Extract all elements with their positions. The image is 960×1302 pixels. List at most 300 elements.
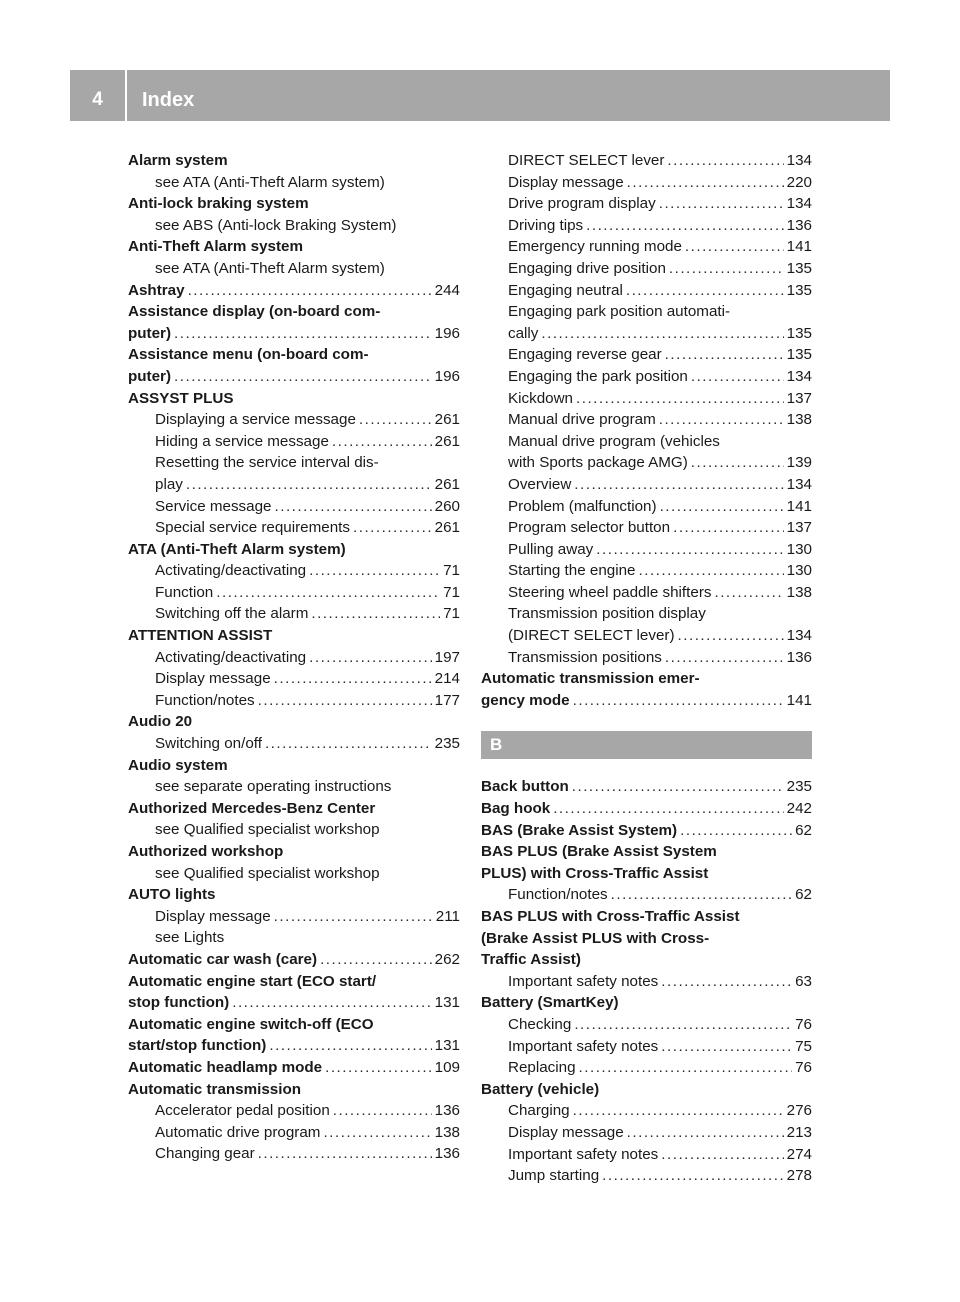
page-ref: 62 — [795, 886, 812, 904]
index-entry — [128, 150, 460, 172]
index-subentry — [481, 474, 812, 496]
dot-leader — [574, 1014, 792, 1036]
dot-leader — [174, 323, 432, 345]
dot-leader — [669, 258, 784, 280]
index-subentry — [128, 409, 460, 431]
dot-leader — [661, 971, 792, 993]
entry-text: Display message — [155, 670, 271, 688]
index-subentry — [481, 193, 812, 215]
index-subentry — [128, 1143, 460, 1165]
index-entry — [481, 992, 812, 1014]
index-subentry — [481, 884, 812, 906]
left-entries — [128, 150, 460, 1165]
entry-text: Starting the engine — [508, 562, 636, 580]
dot-leader — [309, 560, 440, 582]
dot-leader — [626, 280, 784, 302]
page-ref: 135 — [786, 259, 812, 277]
page-ref: 261 — [434, 475, 460, 493]
dot-leader — [320, 949, 432, 971]
index-subentry — [481, 258, 812, 280]
page-ref: 260 — [434, 497, 460, 515]
index-entry — [128, 344, 460, 366]
page-ref: 62 — [795, 821, 812, 839]
page-ref: 137 — [786, 389, 812, 407]
index-entry — [128, 193, 460, 215]
entry-text: Anti-lock braking system — [128, 195, 309, 213]
index-entry — [128, 798, 460, 820]
dot-leader — [680, 820, 792, 842]
entry-text: see Qualified specialist workshop — [155, 821, 380, 839]
dot-leader — [541, 323, 783, 345]
dot-leader — [309, 647, 432, 669]
index-subentry — [481, 517, 812, 539]
index-entry — [128, 1014, 460, 1036]
entry-text: Program selector button — [508, 519, 671, 537]
index-subentry — [481, 1014, 812, 1036]
index-entry — [128, 625, 460, 647]
index-subentry — [481, 647, 812, 669]
dot-leader — [269, 1035, 431, 1057]
page-ref: 136 — [434, 1145, 460, 1163]
entry-text: Engaging drive position — [508, 259, 666, 277]
dot-leader — [586, 215, 784, 237]
page-ref: 261 — [434, 519, 460, 537]
index-subentry — [481, 582, 812, 604]
index-subentry — [128, 582, 460, 604]
entry-text: see separate operating instructions — [155, 778, 392, 796]
index-entry — [481, 820, 812, 842]
dot-leader — [678, 625, 784, 647]
entry-text: Switching on/off — [155, 735, 262, 753]
index-subentry — [481, 172, 812, 194]
entry-text: Transmission position display — [508, 605, 706, 623]
index-subentry — [128, 258, 460, 280]
entry-text: see ATA (Anti-Theft Alarm system) — [155, 173, 385, 191]
index-subentry — [128, 603, 460, 625]
index-subentry — [128, 690, 460, 712]
index-subentry — [481, 388, 812, 410]
index-entry — [128, 1035, 460, 1057]
page-ref: 141 — [786, 497, 812, 515]
dot-leader — [576, 388, 784, 410]
index-subentry — [128, 172, 460, 194]
index-entry — [128, 1057, 460, 1079]
index-entry — [128, 280, 460, 302]
page-ref: 134 — [786, 152, 812, 169]
page-ref: 135 — [786, 281, 812, 299]
page-ref: 134 — [786, 475, 812, 493]
dot-leader — [661, 1036, 792, 1058]
index-subentry — [481, 452, 812, 474]
index-entry — [481, 949, 812, 971]
entry-text: Displaying a service message — [155, 411, 356, 429]
page-ref: 262 — [434, 950, 460, 968]
entry-text: Assistance menu (on-board com- — [128, 346, 369, 364]
index-entry — [128, 301, 460, 323]
index-entry — [128, 755, 460, 777]
entry-text: BAS PLUS with Cross-Traffic Assist — [481, 908, 740, 925]
index-entry — [128, 992, 460, 1014]
entry-text: Overview — [508, 475, 572, 493]
entry-text: Automatic transmission emer- — [481, 670, 700, 688]
dot-leader — [174, 366, 432, 388]
page-ref: 138 — [434, 1123, 460, 1141]
page-ref: 138 — [786, 583, 812, 601]
page-ref: 134 — [786, 367, 812, 385]
index-entry — [481, 776, 812, 798]
entry-text: Engaging the park position — [508, 367, 688, 385]
entry-text: Pulling away — [508, 540, 594, 558]
entry-text: Changing gear — [155, 1145, 255, 1163]
entry-text: Automatic drive program — [155, 1123, 321, 1141]
index-subentry — [481, 1057, 812, 1079]
entry-text: puter) — [128, 367, 172, 385]
entry-text: Engaging neutral — [508, 281, 623, 299]
index-subentry — [481, 603, 812, 625]
index-subentry — [481, 1100, 812, 1122]
index-subentry — [481, 1122, 812, 1144]
entry-text: Authorized workshop — [128, 843, 284, 860]
section-title: Index — [142, 89, 195, 111]
entry-text: Automatic engine switch-off (ECO — [128, 1015, 374, 1033]
dot-leader — [627, 172, 784, 194]
entry-text: start/stop function) — [128, 1037, 267, 1055]
dot-leader — [691, 452, 784, 474]
entry-text: Activating/deactivating — [155, 648, 307, 666]
index-entry — [128, 236, 460, 258]
dot-leader — [661, 1144, 783, 1166]
page-ref: 244 — [434, 281, 460, 299]
page-ref: 196 — [434, 324, 460, 342]
entry-text: Hiding a service message — [155, 432, 329, 450]
entry-text: with Sports package AMG) — [508, 454, 688, 472]
page-ref: 197 — [434, 648, 460, 666]
page-ref: 138 — [786, 411, 812, 429]
entry-text: Authorized Mercedes-Benz Center — [128, 799, 376, 817]
page-ref: 131 — [434, 994, 460, 1012]
dot-leader — [232, 992, 431, 1014]
entry-text: gency mode — [481, 691, 570, 709]
entry-text: BAS (Brake Assist System) — [481, 821, 678, 839]
dot-leader — [596, 539, 783, 561]
page-ref: 135 — [786, 324, 812, 342]
dot-leader — [258, 1143, 432, 1165]
index-entry — [128, 884, 460, 906]
index-subentry — [128, 496, 460, 518]
entry-text: Accelerator pedal position — [155, 1102, 330, 1120]
page-ref: 136 — [786, 648, 812, 666]
dot-leader — [323, 1122, 431, 1144]
page-ref: 75 — [795, 1037, 812, 1055]
dot-leader — [274, 668, 432, 690]
index-entry — [128, 711, 460, 733]
entry-text: Function — [155, 583, 214, 601]
entry-text: ASSYST PLUS — [128, 389, 234, 407]
page-ref: 136 — [786, 216, 812, 234]
index-subentry — [481, 215, 812, 237]
entry-text: Driving tips — [508, 216, 584, 234]
index-subentry — [481, 150, 812, 172]
entry-text: Automatic engine start (ECO start/ — [128, 972, 377, 990]
page-ref: 261 — [434, 411, 460, 429]
dot-leader — [574, 474, 783, 496]
index-subentry — [481, 625, 812, 647]
entry-text: Traffic Assist) — [481, 951, 581, 969]
entry-text: ATTENTION ASSIST — [128, 627, 273, 645]
page-ref: 130 — [786, 562, 812, 580]
index-entry — [481, 798, 812, 820]
entry-text: Audio 20 — [128, 713, 193, 731]
index-subentry — [481, 1165, 812, 1187]
index-subentry — [481, 409, 812, 431]
entry-text: Important safety notes — [508, 1037, 659, 1055]
index-column-right — [481, 150, 812, 1187]
dot-leader — [665, 647, 784, 669]
entry-text: Jump starting — [508, 1167, 600, 1185]
dot-leader — [188, 280, 432, 302]
entry-text: cally — [508, 324, 539, 342]
dot-leader — [265, 733, 432, 755]
entry-text: see Lights — [155, 929, 225, 947]
entry-text: Alarm system — [128, 152, 228, 169]
entry-text: Automatic car wash (care) — [128, 950, 318, 968]
entry-text: Problem (malfunction) — [508, 497, 657, 515]
index-subentry — [128, 1100, 460, 1122]
index-subentry — [481, 323, 812, 345]
entry-text: Function/notes — [508, 886, 608, 904]
index-subentry — [128, 927, 460, 949]
page-ref: 63 — [795, 972, 812, 990]
entry-text: Battery (vehicle) — [481, 1080, 600, 1098]
index-entry — [128, 841, 460, 863]
entry-text: see Qualified specialist workshop — [155, 864, 380, 882]
entry-text: PLUS) with Cross-Traffic Assist — [481, 864, 709, 882]
entry-text: Display message — [155, 907, 271, 925]
index-subentry — [128, 733, 460, 755]
index-subentry — [128, 517, 460, 539]
page-ref: 261 — [434, 432, 460, 450]
entry-text: Charging — [508, 1102, 570, 1120]
dot-leader — [216, 582, 440, 604]
dot-leader — [691, 366, 784, 388]
dot-leader — [311, 603, 440, 625]
index-entry — [128, 949, 460, 971]
index-entry — [128, 366, 460, 388]
index-entry — [481, 928, 812, 950]
page-ref: 131 — [434, 1037, 460, 1055]
dot-leader — [667, 150, 783, 172]
page-ref: 220 — [786, 173, 812, 191]
index-subentry — [128, 431, 460, 453]
index-entry — [128, 539, 460, 561]
entry-text: (DIRECT SELECT lever) — [508, 627, 675, 645]
entry-text: puter) — [128, 324, 172, 342]
entry-text: Special service requirements — [155, 519, 350, 537]
entry-text: Manual drive program — [508, 411, 656, 429]
index-subentry — [128, 452, 460, 474]
dot-leader — [665, 344, 784, 366]
index-subentry — [481, 971, 812, 993]
page-ref: 76 — [795, 1015, 812, 1033]
entry-text: Drive program display — [508, 195, 656, 213]
index-subentry — [128, 474, 460, 496]
entry-text: DIRECT SELECT lever — [508, 152, 665, 169]
index-subentry — [481, 1144, 812, 1166]
entry-text: Audio system — [128, 756, 228, 774]
letter-heading-b: B — [481, 731, 812, 759]
index-subentry — [128, 819, 460, 841]
entry-text: Activating/deactivating — [155, 562, 307, 580]
entry-text: Anti-Theft Alarm system — [128, 238, 303, 256]
page-ref: 130 — [786, 540, 812, 558]
dot-leader — [627, 1122, 784, 1144]
entry-text: Resetting the service interval dis- — [155, 454, 379, 472]
index-subentry — [481, 366, 812, 388]
page-ref: 109 — [434, 1058, 460, 1076]
dot-leader — [579, 1057, 793, 1079]
entry-text: Ashtray — [128, 281, 185, 299]
entry-text: Important safety notes — [508, 1145, 659, 1163]
dot-leader — [359, 409, 432, 431]
index-entry — [128, 1079, 460, 1101]
index-entry — [481, 841, 812, 863]
dot-leader — [186, 474, 432, 496]
entry-text: Engaging reverse gear — [508, 346, 662, 364]
entry-text: BAS PLUS (Brake Assist System — [481, 843, 717, 861]
dot-leader — [332, 431, 432, 453]
dot-leader — [659, 409, 784, 431]
dot-leader — [274, 906, 433, 928]
dot-leader — [639, 560, 784, 582]
entry-text: Engaging park position automati- — [508, 303, 731, 321]
entry-text: Assistance display (on-board com- — [128, 303, 381, 321]
entry-text: Display message — [508, 1123, 624, 1141]
entry-text: Service message — [155, 497, 272, 515]
entry-text: Steering wheel paddle shifters — [508, 583, 712, 601]
dot-leader — [573, 690, 784, 712]
index-subentry — [128, 1122, 460, 1144]
index-subentry — [481, 280, 812, 302]
index-entry — [481, 906, 812, 928]
index-subentry — [128, 906, 460, 928]
index-subentry — [481, 431, 812, 453]
entry-text: see ABS (Anti-lock Braking System) — [155, 216, 397, 234]
entry-text: Manual drive program (vehicles — [508, 432, 720, 450]
page-ref: 139 — [786, 454, 812, 472]
entry-text: play — [155, 475, 183, 493]
right-entries-b — [481, 776, 812, 1186]
index-column-left — [128, 150, 460, 1165]
index-subentry — [481, 1036, 812, 1058]
dot-leader — [659, 193, 784, 215]
page-ref: 211 — [435, 907, 460, 925]
index-entry — [481, 690, 812, 712]
index-subentry — [128, 668, 460, 690]
page-ref: 276 — [786, 1102, 812, 1120]
page-ref: 141 — [786, 238, 812, 256]
dot-leader — [353, 517, 432, 539]
page-ref: 134 — [786, 195, 812, 213]
dot-leader — [573, 1100, 784, 1122]
page-ref: 71 — [443, 583, 460, 601]
entry-text: Function/notes — [155, 691, 255, 709]
index-subentry — [481, 301, 812, 323]
page-ref: 213 — [786, 1123, 812, 1141]
entry-text: Automatic transmission — [128, 1080, 302, 1098]
entry-text: AUTO lights — [128, 886, 216, 904]
dot-leader — [602, 1165, 783, 1187]
page-ref: 196 — [434, 367, 460, 385]
page-ref: 135 — [786, 346, 812, 364]
index-subentry — [128, 560, 460, 582]
dot-leader — [325, 1057, 432, 1079]
dot-leader — [572, 776, 784, 798]
entry-text: Bag hook — [481, 800, 551, 818]
entry-text: Battery (SmartKey) — [481, 994, 619, 1012]
page-ref: 141 — [786, 691, 812, 709]
index-subentry — [128, 863, 460, 885]
entry-text: Automatic headlamp mode — [128, 1058, 323, 1076]
page-ref: 134 — [786, 627, 812, 645]
index-subentry — [481, 236, 812, 258]
page-ref: 177 — [434, 691, 460, 709]
right-entries-a — [481, 150, 812, 711]
index-entry — [481, 1079, 812, 1101]
entry-text: Checking — [508, 1015, 572, 1033]
dot-leader — [611, 884, 792, 906]
page-ref: 242 — [786, 800, 812, 818]
entry-text: Kickdown — [508, 389, 573, 407]
page-ref: 136 — [434, 1102, 460, 1120]
entry-text: see ATA (Anti-Theft Alarm system) — [155, 259, 385, 277]
entry-text: (Brake Assist PLUS with Cross- — [481, 929, 710, 947]
entry-text: Transmission positions — [508, 648, 662, 666]
entry-text: Display message — [508, 173, 624, 191]
dot-leader — [275, 496, 432, 518]
dot-leader — [553, 798, 783, 820]
index-subentry — [481, 539, 812, 561]
index-entry — [481, 668, 812, 690]
entry-text: stop function) — [128, 994, 230, 1012]
index-subentry — [128, 776, 460, 798]
dot-leader — [685, 236, 784, 258]
page-ref: 214 — [434, 670, 460, 688]
index-subentry — [481, 560, 812, 582]
page-ref: 71 — [443, 562, 460, 580]
page-ref: 76 — [795, 1059, 812, 1077]
dot-leader — [660, 496, 784, 518]
index-subentry — [128, 215, 460, 237]
index-subentry — [481, 344, 812, 366]
entry-text: Emergency running mode — [508, 238, 682, 256]
page-ref: 235 — [786, 778, 812, 796]
entry-text: Replacing — [508, 1059, 576, 1077]
entry-text: Switching off the alarm — [155, 605, 309, 623]
page-ref: 71 — [443, 605, 460, 623]
page-ref: 235 — [434, 735, 460, 753]
page-ref: 274 — [786, 1145, 812, 1163]
index-subentry — [128, 647, 460, 669]
page-ref: 278 — [786, 1167, 812, 1185]
index-entry — [128, 388, 460, 410]
index-subentry — [481, 496, 812, 518]
dot-leader — [258, 690, 432, 712]
index-entry — [481, 863, 812, 885]
entry-text: Important safety notes — [508, 972, 659, 990]
entry-text: ATA (Anti-Theft Alarm system) — [128, 540, 346, 558]
index-entry — [128, 323, 460, 345]
entry-text: Back button — [481, 778, 569, 796]
